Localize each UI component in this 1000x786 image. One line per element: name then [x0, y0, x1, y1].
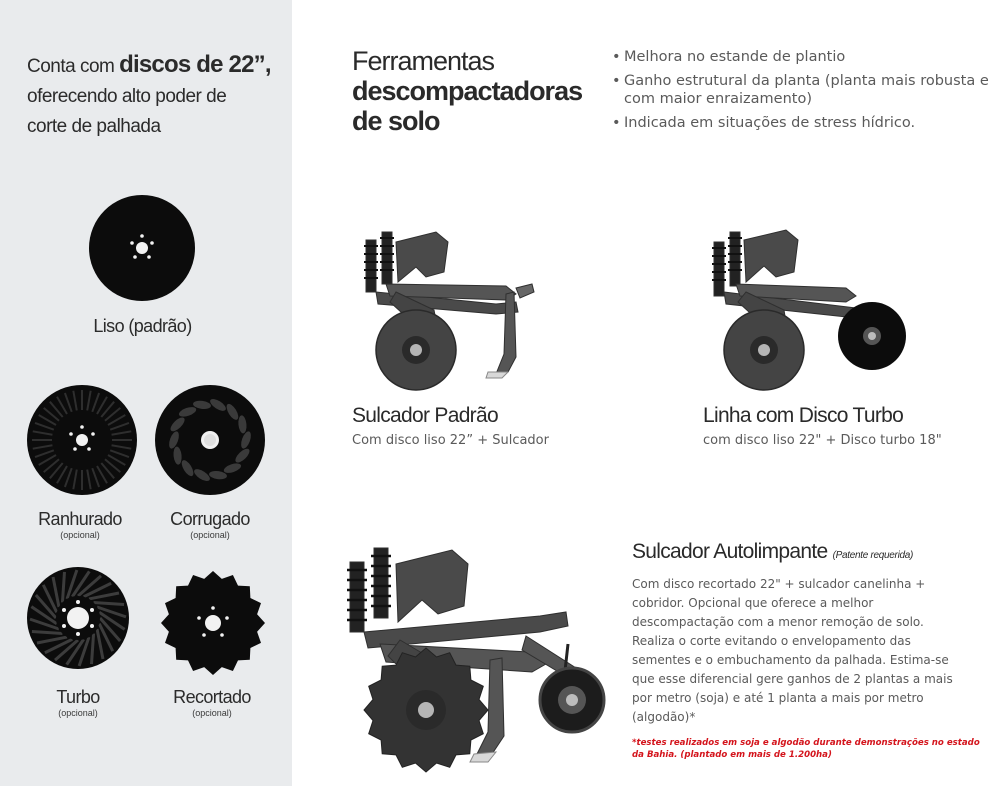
autolimpante-footnote: *testes realizados em soja e algodão durante demonstrações no estado da Bahia. (plantado em mais de 1.200ha) [632, 738, 980, 760]
benefit-item: • Melhora no estande de plantio [612, 48, 992, 66]
autolimpante-description: Com disco recortado 22" + sulcador canelinha + cobridor. Opcional que oferece a melhor descompactação com a menor remoção de solo. Realiza o corte evitando o envelopamento das sementes e o embuchamento da palhada. Estima-se que esse diferencial gere ganhos de 2 plantas a mais por metro (soja) e até 1 planta a mais por metro (algodão)* [632, 577, 953, 724]
disc-recortado-image [160, 570, 266, 676]
tools-title-line1: Ferramentas [352, 46, 495, 76]
tools-title [352, 46, 582, 136]
tools-title-line2: descompactadoras [352, 76, 583, 106]
disc-corrugado-sub: (opcional) [190, 530, 230, 540]
autolimpante-patent: (Patente requerida) [832, 550, 914, 561]
sulcador-padrao-title: Sulcador Padrão [352, 404, 498, 427]
disc-ranhurado-sub: (opcional) [60, 530, 100, 540]
disc-recortado-sub: (opcional) [192, 708, 232, 718]
intro-line2: oferecendo alto poder de [27, 86, 227, 107]
benefits-list [612, 48, 992, 138]
disc-turbo-sub: (opcional) [58, 708, 98, 718]
disc-ranhurado-label: Ranhurado [38, 509, 122, 529]
benefit-item: • Ganho estrutural da planta (planta mais robusta e com maior enraizamento) [612, 72, 992, 108]
intro-text [27, 50, 287, 142]
benefit-item: • Indicada em situações de stress hídrico. [612, 114, 992, 132]
intro-prefix: Conta com [27, 56, 120, 77]
disc-ranhurado-image [26, 384, 138, 496]
sulcador-padrao-image [356, 222, 546, 392]
disco-turbo-sub: com disco liso 22" + Disco turbo 18" [703, 433, 942, 448]
intro-highlight: discos de 22”, [119, 51, 271, 78]
intro-line3: corte de palhada [27, 116, 161, 137]
disc-turbo-label: Turbo [56, 687, 100, 707]
tools-title-line3: de solo [352, 106, 440, 136]
disco-turbo-image [706, 222, 916, 392]
disco-turbo-title: Linha com Disco Turbo [703, 404, 904, 427]
disc-recortado-label: Recortado [173, 687, 251, 707]
disc-corrugado-image [154, 384, 266, 496]
sulcador-padrao-sub: Com disco liso 22” + Sulcador [352, 433, 549, 448]
autolimpante-title: Sulcador Autolimpante [632, 540, 828, 563]
disc-turbo-image [26, 566, 130, 670]
sulcador-autolimpante-image [340, 540, 615, 780]
disc-liso-image [88, 194, 196, 302]
disc-liso-label: Liso (padrão) [93, 316, 192, 336]
disc-corrugado-label: Corrugado [170, 509, 250, 529]
autolimpante-title-row [632, 540, 913, 564]
